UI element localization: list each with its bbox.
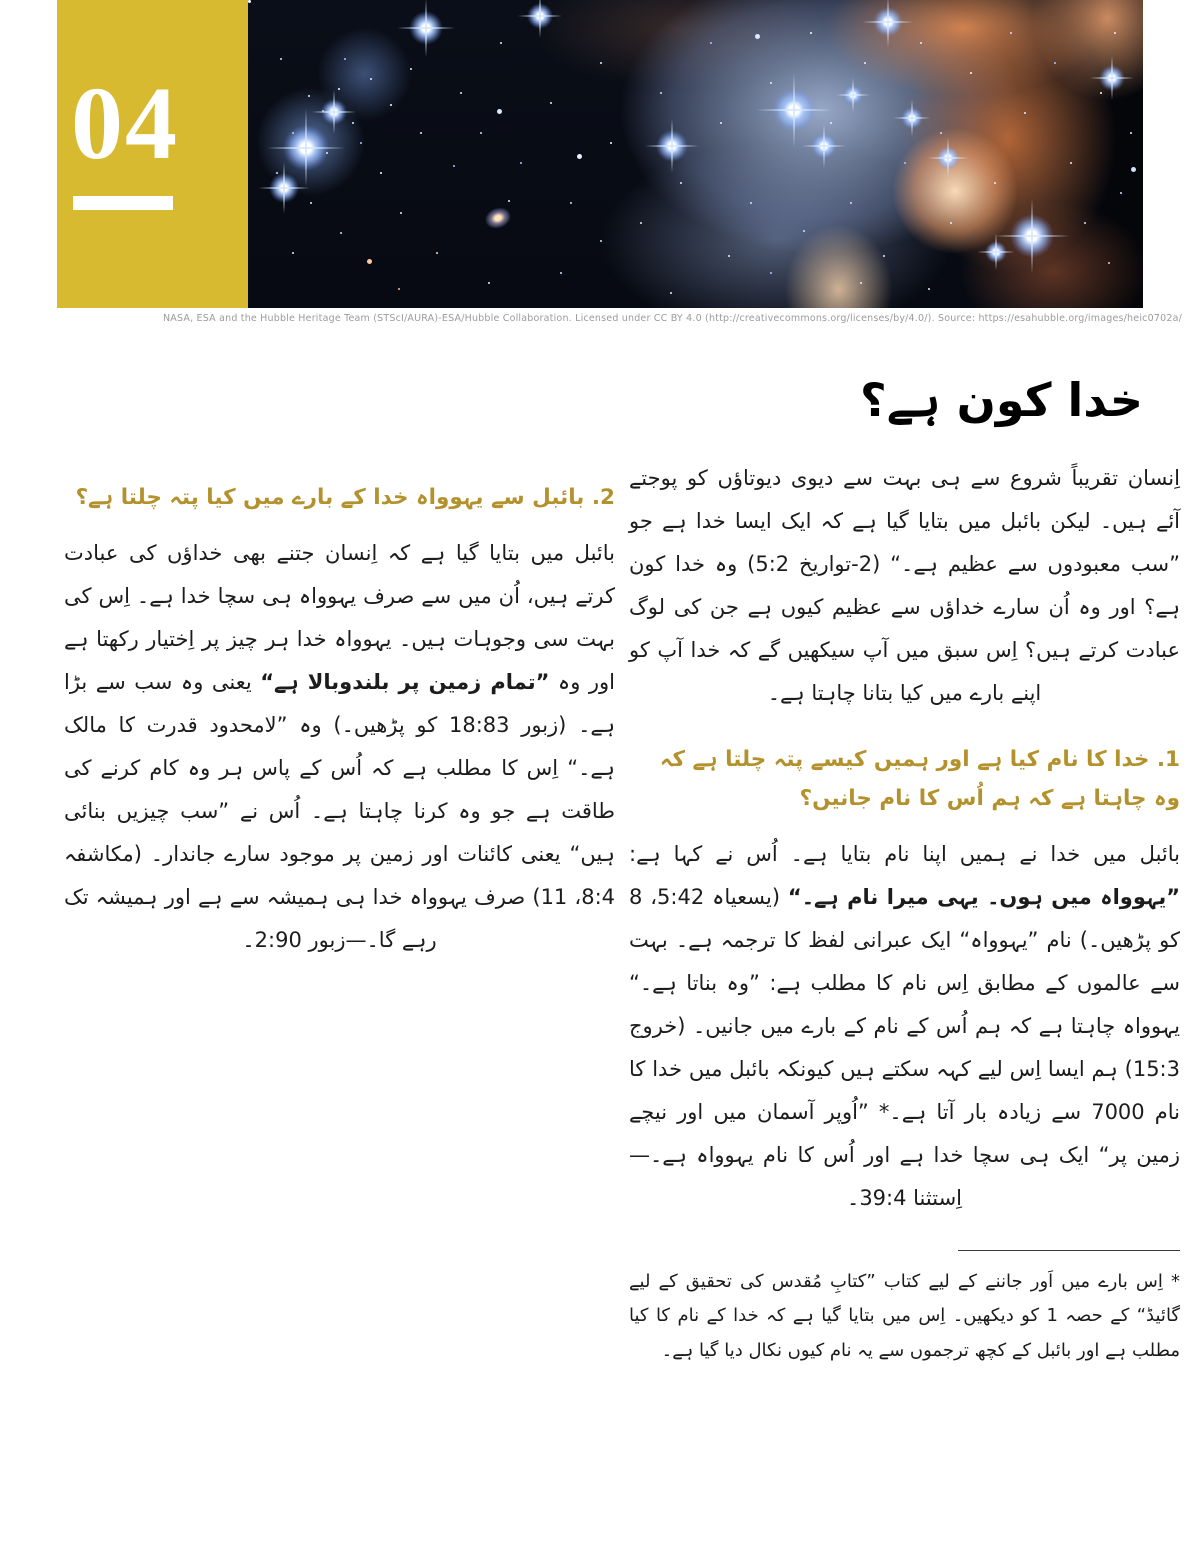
diffraction-star-icon <box>985 241 1007 263</box>
diffraction-star-icon <box>269 173 299 203</box>
lesson-body <box>0 431 1200 1368</box>
diffraction-star-icon <box>811 133 837 159</box>
lesson-number-underline <box>73 196 173 210</box>
diffraction-star-icon <box>1099 65 1125 91</box>
diffraction-star-icon <box>873 7 903 37</box>
question-1-heading: 1. خدا کا نام کیا ہے اور ہمیں کیسے پتہ چلتا ہے کہ وہ چاہتا ہے کہ ہم اُس کا نام جانیں؟ <box>659 747 1180 812</box>
lesson-number-badge <box>57 0 248 308</box>
paragraph-text: بائبل میں بتایا گیا ہے کہ اِنسان جتنے بھی خداؤں کی عبادت کرتے ہیں، اُن میں سے صرف یہوواہ ہی سچا خدا ہے۔ اِس کی بہت سی وجوہات ہیں۔ یہوواہ خدا ہر چیز پر اِختیار رکھتا ہے اور وہ <box>64 540 615 694</box>
diffraction-star-icon <box>283 125 329 171</box>
paragraph-text: بائبل میں خدا نے ہمیں اپنا نام بتایا ہے۔ اُس نے کہا ہے: <box>629 841 1180 866</box>
question-1-paragraph <box>629 833 1180 1220</box>
bold-scripture-phrase: ”یہوواہ میں ہوں۔ یہی میرا نام ہے۔“ <box>787 884 1181 909</box>
diffraction-star-icon <box>409 11 443 45</box>
photo-credit: NASA, ESA and the Hubble Heritage Team (STScI/AURA)-ESA/Hubble Collaboration. Licensed under CC BY 4.0 (http://creativecommons.org/licenses/by/4.0/). Source: https://esahubble.org/images/heic0702a/ <box>163 313 1182 324</box>
hubble-nebula-photo <box>248 0 1143 308</box>
diffraction-star-icon <box>936 146 960 170</box>
starfield-bright-stars <box>248 0 251 3</box>
question-2-paragraph <box>64 532 615 962</box>
paragraph-text: (یسعیاہ 5:42، 8 کو پڑھیں۔) نام ”یہوواہ“ ایک عبرانی لفظ کا ترجمہ ہے۔ بہت سے عالموں کے مطابق اِس نام کا مطلب ہے: ”وہ بناتا ہے۔“ یہوواہ چاہتا ہے کہ ہم اُس کے نام کے بارے میں جانیں۔ (خروج 15:3) ہم ایسا اِس لیے کہہ سکتے ہیں کیونکہ بائبل میں خدا کا نام 7000 سے زیادہ بار آتا ہے۔* ”اُوپر آسمان میں اور نیچے زمین پر“ ایک ہی سچا خدا ہے اور اُس کا نام یہوواہ ہے۔—اِستثنا 39:4۔ <box>629 884 1180 1211</box>
question-2-heading: 2. بائبل سے یہوواہ خدا کے بارے میں کیا پتہ چلتا ہے؟ <box>75 485 615 511</box>
diffraction-star-icon <box>901 107 923 129</box>
paragraph-text: یعنی وہ سب سے بڑا ہے۔ (زبور 18:83 کو پڑھیں۔) وہ ”لامحدود قدرت کا مالک ہے۔“ اِس کا مطلب ہے کہ اُس کے پاس ہر وہ کام کرنے کی طاقت ہے جو وہ کرنا چاہتا ہے۔ اُس نے ”سب چیزیں بنائی ہیں“ یعنی کائنات اور زمین پر موجود سارے جاندار۔ (مکاشفہ 8:4، 11) صرف یہوواہ خدا ہی ہمیشہ سے ہے اور ہمیشہ تک رہے گا۔—زبور 2:90۔ <box>64 669 616 953</box>
spiral-galaxy-icon <box>478 200 519 236</box>
diffraction-star-icon <box>772 88 816 132</box>
diffraction-star-icon <box>656 130 688 162</box>
intro-paragraph: اِنسان تقریباً شروع سے ہی بہت سے دیوی دیوتاؤں کو پوجتے آئے ہیں۔ لیکن بائبل میں بتایا گیا ہے کہ ایک ایسا خدا ہے جو ”سب معبودوں سے عظیم ہے۔“ (2-تواریخ 5:2) وہ خدا کون ہے؟ اور وہ اُن سارے خداؤں سے عظیم کیوں ہے جن کی لوگ عبادت کرتے ہیں؟ اِس سبق میں آپ سیکھیں گے کہ خدا آپ کو اپنے بارے میں کیا بتانا چاہتا ہے۔ <box>629 466 1180 706</box>
diffraction-star-icon <box>321 99 347 125</box>
column-right <box>629 457 1180 1368</box>
column-left <box>64 457 615 1368</box>
lesson-number: 04 <box>71 66 179 181</box>
diffraction-star-icon <box>1010 214 1054 258</box>
footnote-text: * اِس بارے میں اَور جاننے کے لیے کتاب ”کتابِ مُقدس کی تحقیق کے لیے گائیڈ“ کے حصہ 1 کو دیکھیں۔ اِس میں بتایا گیا ہے کہ خدا کے نام کا کیا مطلب ہے اور بائبل کے کچھ ترجموں سے یہ نام کیوں نکال دیا گیا ہے۔ <box>629 1271 1180 1361</box>
diffraction-star-icon <box>843 85 863 105</box>
diffraction-star-icon <box>527 3 553 29</box>
page-title: خدا کون ہے؟ <box>860 373 1143 428</box>
page-header <box>0 0 1200 308</box>
footnote-divider <box>958 1250 1180 1251</box>
bold-scripture-phrase: ”تمام زمین پر بلندوبالا ہے“ <box>260 669 550 694</box>
